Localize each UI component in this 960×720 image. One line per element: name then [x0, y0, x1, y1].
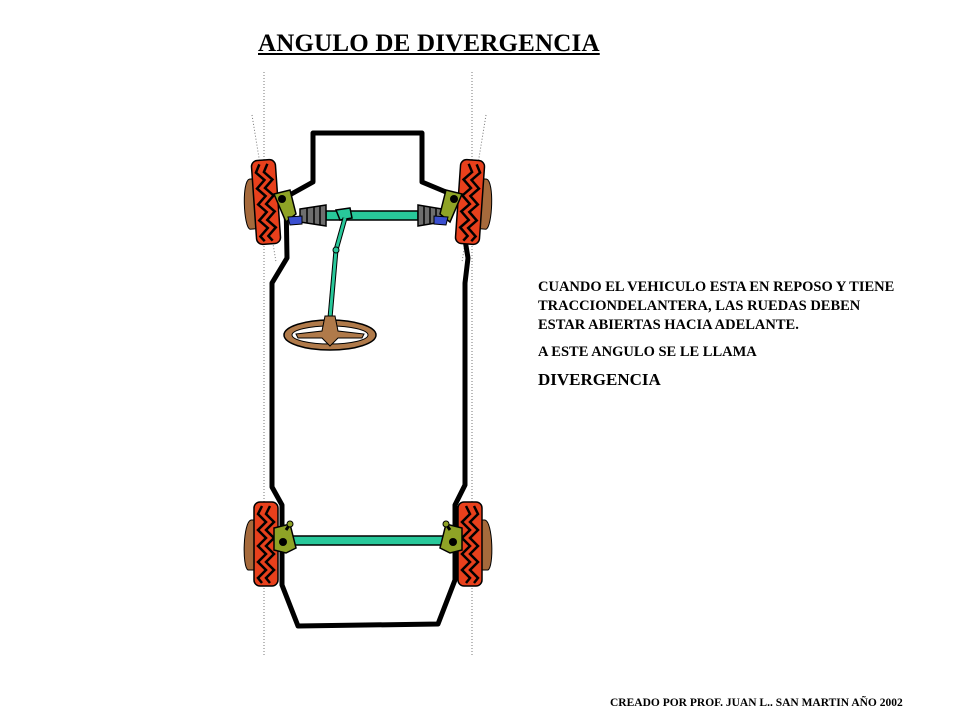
chassis-outline [272, 133, 468, 626]
front-right-tire-icon [455, 159, 495, 245]
explanation-block [538, 278, 898, 390]
rear-left-tire-icon [244, 502, 278, 586]
explanation-lead: A ESTE ANGULO SE LE LLAMA [538, 344, 757, 360]
reference-lines [252, 72, 486, 655]
explanation-paragraph: CUANDO EL VEHICULO ESTA EN REPOSO Y TIENE TRACCIONDELANTERA, LAS RUEDAS DEBEN ESTAR ABIERTAS HACIA ADELANTE. [538, 279, 895, 333]
left-rack-boot-icon [300, 205, 326, 226]
credit-footer: CREADO POR PROF. JUAN L.. SAN MARTIN AÑO 2002 [610, 697, 903, 709]
rear-right-tire-icon [458, 502, 492, 586]
front-left-tire-icon [241, 159, 281, 245]
steering-column [330, 208, 352, 318]
explanation-term: DIVERGENCIA [538, 370, 661, 389]
rear-axle [288, 536, 452, 545]
steering-wheel-icon [284, 316, 376, 350]
page-title: ANGULO DE DIVERGENCIA [258, 30, 600, 57]
